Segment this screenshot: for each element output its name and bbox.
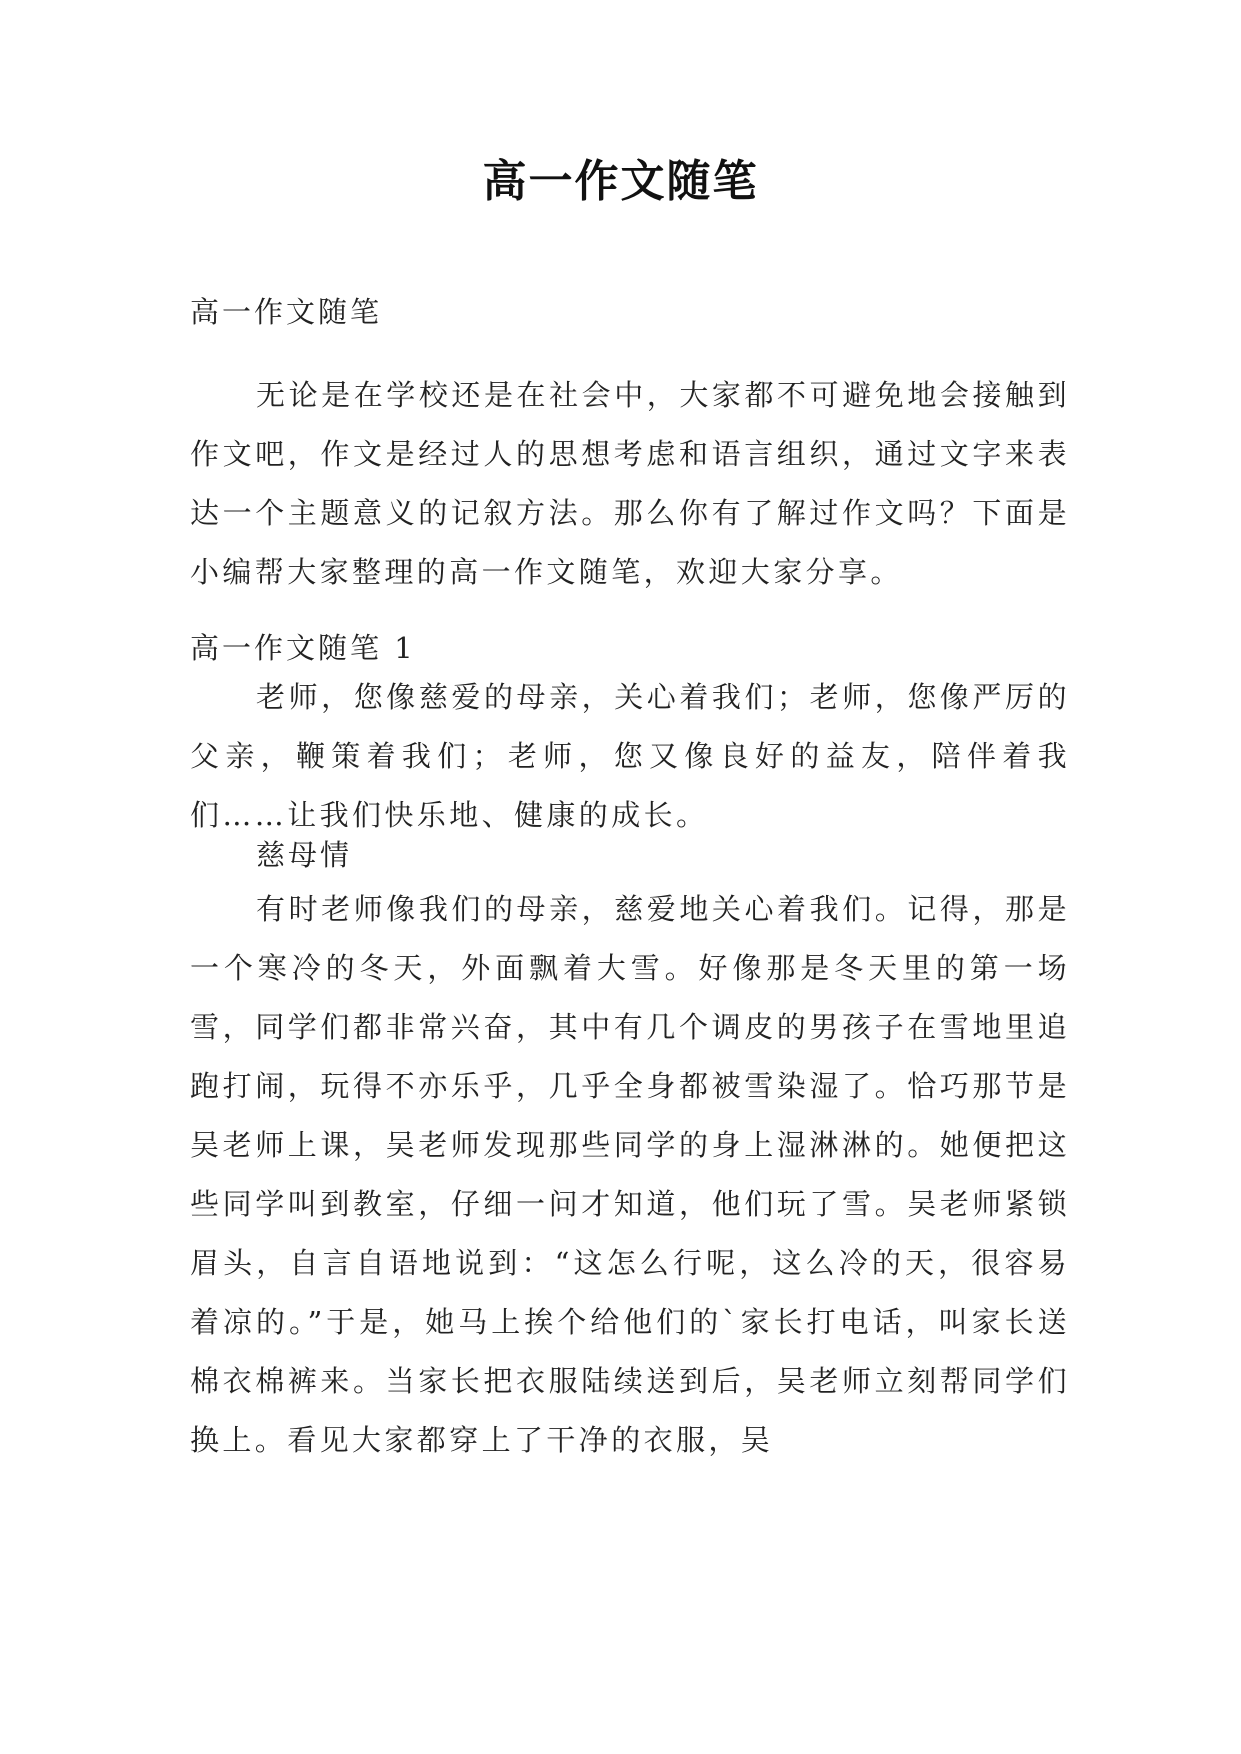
section-subheading: 慈母情: [256, 838, 353, 872]
document-subtitle: 高一作文随笔: [190, 295, 383, 329]
document-title: 高一作文随笔: [482, 156, 759, 207]
intro-paragraph: 无论是在学校还是在社会中，大家都不可避免地会接触到作文吧，作文是经过人的思想考虑和语言组织，通过文字来表达一个主题意义的记叙方法。那么你有了解过作文吗？下面是小编帮大家整理的高一作文随笔，欢迎大家分享。: [190, 378, 1070, 589]
section-paragraph-1: 老师，您像慈爱的母亲，关心着我们；老师，您像严厉的父亲，鞭策着我们；老师，您又像良好的益友，陪伴着我们……让我们快乐地、健康的成长。: [190, 680, 1070, 832]
section-paragraph-2: 有时老师像我们的母亲，慈爱地关心着我们。记得，那是一个寒冷的冬天，外面飘着大雪。好像那是冬天里的第一场雪，同学们都非常兴奋，其中有几个调皮的男孩子在雪地里追跑打闹，玩得不亦乐乎，几乎全身都被雪染湿了。恰巧那节是吴老师上课，吴老师发现那些同学的身上湿淋淋的。她便把这些同学叫到教室，仔细一问才知道，他们玩了雪。吴老师紧锁眉头，自言自语地说到：“这怎么行呢，这么冷的天，很容易着凉的。”于是，她马上挨个给他们的`家长打电话，叫家长送棉衣棉裤来。当家长把衣服陆续送到后，吴老师立刻帮同学们换上。看见大家都穿上了干净的衣服，吴: [190, 892, 1070, 1457]
section-heading: 高一作文随笔 1: [190, 631, 416, 665]
